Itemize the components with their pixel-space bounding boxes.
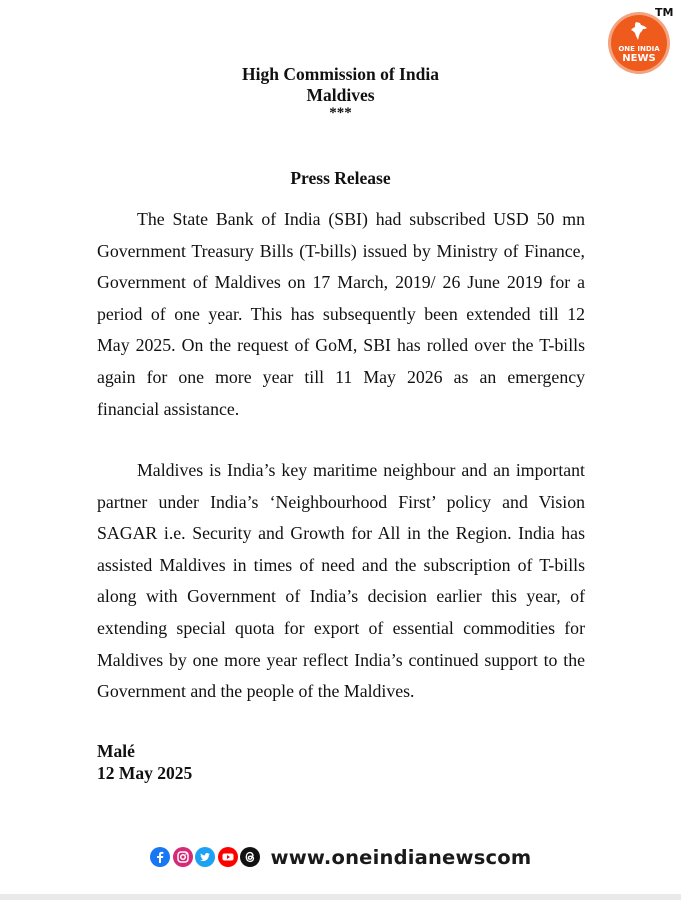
twitter-icon[interactable]: [195, 847, 215, 867]
paragraph-line: May 2025. On the request of GoM, SBI has rolled over the T-bills: [97, 335, 585, 356]
letterhead-line1: High Commission of India: [242, 64, 439, 84]
footer-bar: [150, 843, 531, 871]
instagram-icon[interactable]: [173, 847, 193, 867]
signoff: [97, 740, 192, 784]
paragraph-line: Maldives by one more year reflect India’s continued support to the: [97, 649, 585, 670]
paragraph-line: partner under India’s ‘Neighbourhood First’ policy and Vision: [97, 491, 585, 512]
threads-icon[interactable]: [240, 847, 260, 867]
website-url[interactable]: www.oneindianewscom: [270, 845, 532, 869]
signoff-place: Malé: [97, 741, 135, 761]
paragraph-line: Government of Maldives on 17 March, 2019/ 26 June 2019 for a: [97, 272, 585, 293]
bottom-divider: [0, 894, 681, 900]
paragraph-line: extending special quota for export of essential commodities for: [97, 617, 585, 638]
paragraph-line: financial assistance.: [97, 398, 240, 419]
paragraph-line: assisted Maldives in times of need and the subscription of T-bills: [97, 554, 585, 575]
india-map-icon: [631, 22, 647, 40]
press-release-title: Press Release: [290, 168, 391, 188]
paragraph-line: along with Government of India’s decision earlier this year, of: [97, 586, 585, 607]
trademark-mark: TM: [655, 6, 674, 19]
paragraph-line: Government and the people of the Maldives.: [97, 681, 415, 702]
paragraph-line: SAGAR i.e. Security and Growth for All in the Region. India has: [97, 523, 585, 544]
paragraph-2: [97, 455, 585, 708]
oneindia-news-logo: [611, 15, 667, 71]
paragraph-line: period of one year. This has subsequently been extended till 12: [97, 303, 585, 324]
letterhead-line2: Maldives: [306, 85, 375, 105]
letterhead: [0, 64, 681, 120]
paragraph-1: [97, 204, 585, 425]
signoff-date: 12 May 2025: [97, 763, 193, 783]
paragraph-line: Maldives is India’s key maritime neighbour and an important: [137, 460, 585, 480]
logo-text-line2: NEWS: [622, 53, 656, 64]
paragraph-line: Government Treasury Bills (T-bills) issued by Ministry of Finance,: [97, 240, 585, 261]
facebook-icon[interactable]: [150, 847, 170, 867]
logo-text-line1: ONE INDIA: [618, 45, 660, 53]
paragraph-line: The State Bank of India (SBI) had subscribed USD 50 mn: [137, 209, 585, 229]
youtube-icon[interactable]: [218, 847, 238, 867]
paragraph-line: again for one more year till 11 May 2026 as an emergency: [97, 366, 585, 387]
letterhead-stars: ***: [329, 105, 352, 121]
